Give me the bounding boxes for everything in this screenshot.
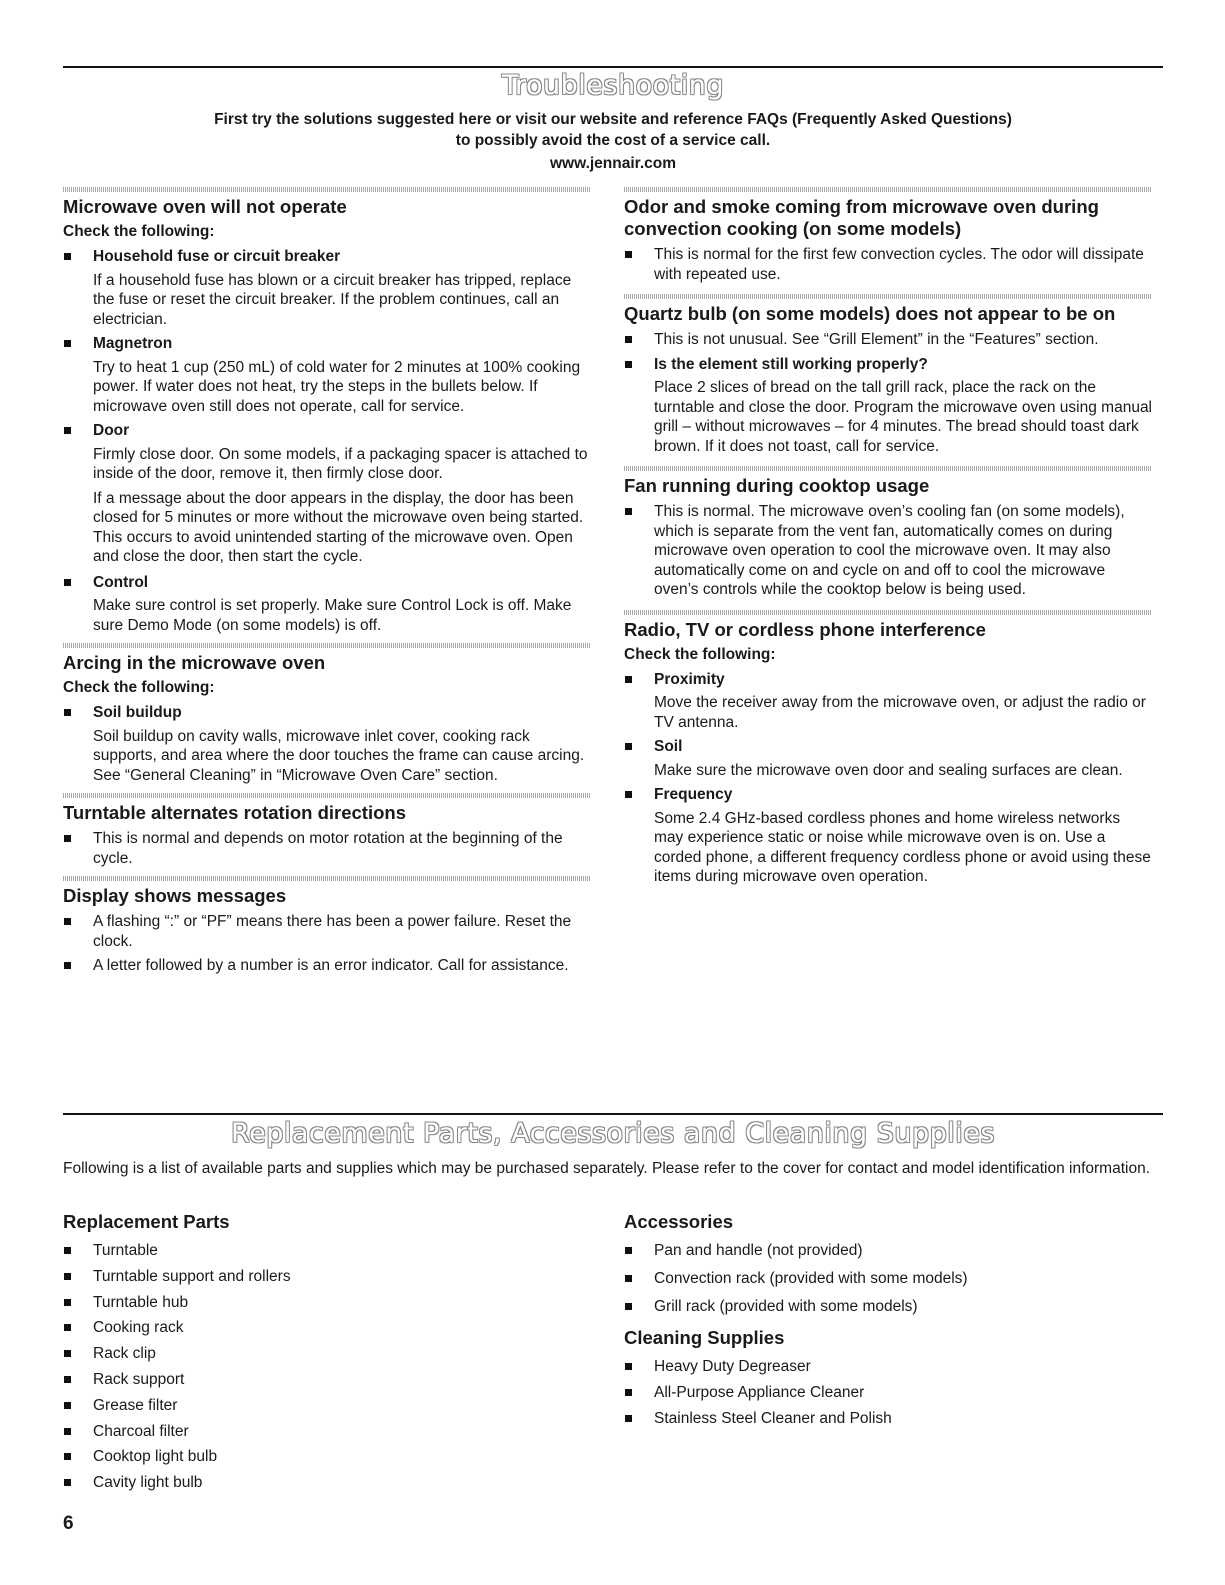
list-item: Cooktop light bulb — [63, 1447, 590, 1467]
list-item: Cavity light bulb — [63, 1473, 590, 1493]
item-body: Some 2.4 GHz-based cordless phones and home wireless networks may experience static or noise while microwave oven is on. Use a corded phone, a different frequency cordless phone or avoid using these items during microwave oven operation. — [654, 809, 1151, 885]
cleaning-supplies-heading: Cleaning Supplies — [624, 1327, 785, 1348]
section-divider — [63, 876, 590, 881]
accessories-column — [624, 1211, 1152, 1434]
parts-title: Replacement Parts, Accessories and Cleaning Supplies — [231, 1118, 995, 1149]
section-divider — [63, 643, 590, 648]
list-item: Turntable — [63, 1241, 590, 1261]
intro-line-2: to possibly avoid the cost of a service call. — [455, 132, 771, 149]
trouble-section — [624, 610, 1152, 887]
section-heading: Turntable alternates rotation directions — [63, 802, 406, 823]
list-item: Turntable support and rollers — [63, 1267, 590, 1287]
parts-rule — [63, 1113, 1163, 1115]
section-divider — [624, 187, 1152, 192]
trouble-section — [63, 187, 590, 635]
section-divider — [624, 610, 1152, 615]
troubleshooting-right-column — [624, 187, 1152, 892]
top-rule — [63, 66, 1163, 68]
item-title: Is the element still working properly? — [654, 355, 928, 373]
parts-intro: Following is a list of available parts and supplies which may be purchased separately. Please refer to the cover for contact and model identification information. — [63, 1160, 1151, 1177]
section-heading: Fan running during cooktop usage — [624, 475, 930, 496]
trouble-section — [624, 466, 1152, 600]
item-body: If a message about the door appears in the display, the door has been closed for 5 minutes or more without the microwave oven being started. This occurs to avoid unintended starting of the microwave oven. Open and close the door, then start the cycle. — [93, 489, 584, 565]
troubleshooting-title: Troubleshooting — [502, 70, 724, 101]
item-body: Soil buildup on cavity walls, microwave inlet cover, cooking rack supports, and area where the door touches the frame can cause arcing. See “General Cleaning” in “Microwave Oven Care” section. — [93, 727, 585, 784]
list-item: A flashing “:” or “PF” means there has been a power failure. Reset the clock. — [63, 912, 590, 951]
check-following: Check the following: — [63, 679, 215, 696]
item-title: Frequency — [654, 786, 733, 803]
section-heading: Arcing in the microwave oven — [63, 652, 326, 673]
item-body: Firmly close door. On some models, if a packaging spacer is attached to inside of the door, remove it, then firmly close door. — [93, 445, 588, 482]
item-title: Magnetron — [93, 335, 173, 352]
section-divider — [624, 294, 1152, 299]
item-title: Proximity — [654, 670, 725, 688]
list-item: Charcoal filter — [63, 1422, 590, 1442]
section-heading: Radio, TV or cordless phone interference — [624, 618, 986, 640]
item-title: Door — [93, 422, 130, 439]
list-item: Stainless Steel Cleaner and Polish — [624, 1409, 1152, 1429]
list-item — [624, 355, 1152, 457]
item-body: Place 2 slices of bread on the tall grill rack, place the rack on the turntable and close the door. Program the microwave oven using manual grill – without microwaves – for 4 minutes. The bread should toast dark brown. If it does not toast, call for service. — [654, 379, 1153, 455]
trouble-section — [63, 876, 590, 976]
list-item: Pan and handle (not provided) — [624, 1241, 1152, 1261]
list-item: Rack support — [63, 1370, 590, 1390]
item-body: If a household fuse has blown or a circuit breaker has tripped, replace the fuse or reset the circuit breaker. If the problem continues, call an electrician. — [93, 271, 572, 328]
section-heading: Display shows messages — [63, 885, 287, 906]
list-item: All-Purpose Appliance Cleaner — [624, 1383, 1152, 1403]
item-body: Move the receiver away from the microwave oven, or adjust the radio or TV antenna. — [654, 694, 1146, 731]
list-item — [624, 785, 1152, 887]
list-item — [63, 703, 590, 785]
list-item — [624, 670, 1152, 733]
troubleshooting-intro — [63, 109, 1163, 174]
item-title: Soil — [654, 738, 683, 755]
list-item — [624, 737, 1152, 780]
list-item — [63, 334, 590, 416]
list-item: A letter followed by a number is an error indicator. Call for assistance. — [63, 956, 590, 976]
list-item — [63, 421, 590, 484]
list-item: Turntable hub — [63, 1293, 590, 1313]
item-body: Try to heat 1 cup (250 mL) of cold water for 2 minutes at 100% cooking power. If water does not heat, try the steps in the bullets below. If microwave oven still does not operate, call for service. — [93, 358, 581, 415]
section-divider — [624, 466, 1152, 471]
item-title: Control — [93, 573, 149, 591]
list-item: Heavy Duty Degreaser — [624, 1357, 1152, 1377]
item-body: Make sure control is set properly. Make sure Control Lock is off. Make sure Demo Mode (on some models) is off. — [93, 597, 572, 634]
list-item — [63, 247, 590, 329]
list-item: Grease filter — [63, 1396, 590, 1416]
website-link[interactable]: www.jennair.com — [549, 155, 677, 172]
list-item: Convection rack (provided with some models) — [624, 1269, 1152, 1289]
troubleshooting-left-column — [63, 187, 590, 981]
section-heading: Microwave oven will not operate — [63, 196, 347, 217]
item-body: Make sure the microwave oven door and sealing surfaces are clean. — [654, 761, 1123, 779]
list-item: This is normal. The microwave oven’s cooling fan (on some models), which is separate from the vent fan, automatically comes on during microwave oven operation to cool the microwave oven. It may also automatically come on and cycle on and off to cool the microwave oven’s controls while the cooktop below is being used. — [624, 502, 1152, 600]
page-number: 6 — [63, 1513, 74, 1534]
section-heading: Odor and smoke coming from microwave oven during convection cooking (on some models) — [624, 196, 1099, 239]
list-item: Rack clip — [63, 1344, 590, 1364]
list-item: This is not unusual. See “Grill Element” in the “Features” section. — [624, 330, 1152, 350]
section-divider — [63, 793, 590, 798]
check-following: Check the following: — [624, 645, 776, 663]
list-item: This is normal and depends on motor rotation at the beginning of the cycle. — [63, 829, 590, 868]
list-item — [63, 573, 590, 636]
item-title: Household fuse or circuit breaker — [93, 248, 341, 265]
replacement-parts-column — [63, 1211, 590, 1499]
intro-line-1: First try the solutions suggested here or visit our website and reference FAQs (Frequently Asked Questions) — [214, 111, 1012, 128]
trouble-section — [624, 294, 1152, 456]
trouble-section — [63, 643, 590, 785]
section-heading: Quartz bulb (on some models) does not appear to be on — [624, 303, 1116, 324]
trouble-section — [63, 793, 590, 868]
trouble-section — [624, 187, 1152, 284]
replacement-parts-heading: Replacement Parts — [63, 1211, 230, 1232]
list-item: Grill rack (provided with some models) — [624, 1297, 1152, 1317]
list-item: Cooking rack — [63, 1318, 590, 1338]
item-title: Soil buildup — [93, 704, 182, 721]
section-divider — [63, 187, 590, 192]
accessories-heading: Accessories — [624, 1211, 734, 1232]
list-item: This is normal for the first few convection cycles. The odor will dissipate with repeated use. — [624, 245, 1152, 284]
check-following: Check the following: — [63, 223, 215, 240]
